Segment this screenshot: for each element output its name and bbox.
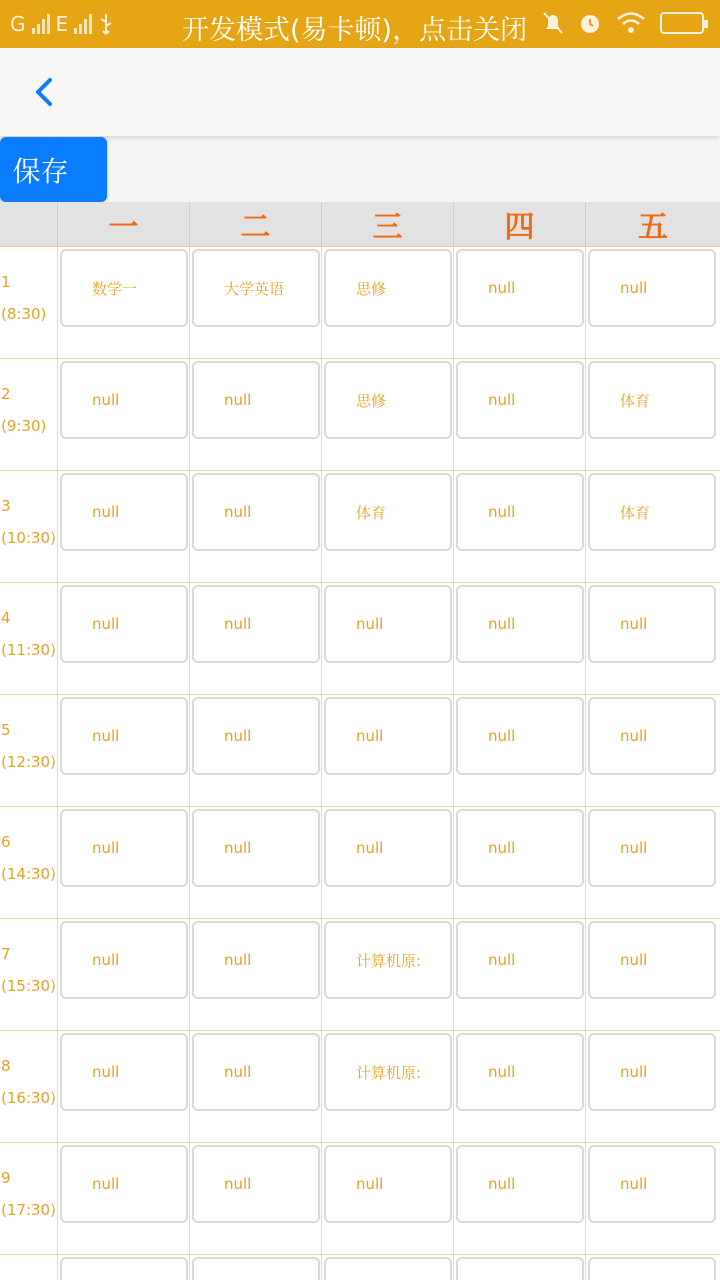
course-button[interactable]: 计算机原:	[324, 921, 452, 999]
period-label	[0, 471, 58, 583]
course-button[interactable]: null	[588, 697, 716, 775]
course-button[interactable]	[588, 1257, 716, 1280]
course-button[interactable]: null	[588, 1033, 716, 1111]
status-right	[542, 11, 704, 35]
course-cell	[190, 583, 322, 695]
course-cell	[58, 1031, 190, 1143]
course-cell	[322, 807, 454, 919]
course-button[interactable]: null	[456, 1145, 584, 1223]
period-label	[0, 1143, 58, 1255]
course-button[interactable]: 数学一	[60, 249, 188, 327]
timetable-grid	[0, 202, 720, 1280]
course-cell	[190, 807, 322, 919]
course-cell	[322, 247, 454, 359]
course-button[interactable]: null	[324, 697, 452, 775]
period-index: 8	[1, 1057, 11, 1075]
period-label	[0, 583, 58, 695]
course-button[interactable]: null	[60, 697, 188, 775]
course-cell	[454, 1255, 586, 1280]
course-cell	[586, 471, 720, 583]
period-index: 1	[1, 273, 11, 291]
course-button[interactable]: null	[324, 585, 452, 663]
course-cell	[454, 1143, 586, 1255]
header-corner	[0, 202, 58, 247]
signal-icon	[32, 14, 50, 34]
day-header-1: 一	[58, 202, 190, 247]
course-cell	[586, 807, 720, 919]
course-button[interactable]: null	[192, 585, 320, 663]
alarm-muted-icon	[542, 11, 564, 35]
course-button[interactable]: 体育	[324, 473, 452, 551]
status-bar	[0, 0, 720, 48]
course-button[interactable]: 大学英语	[192, 249, 320, 327]
status-left	[10, 12, 114, 36]
course-button[interactable]	[324, 1257, 452, 1280]
course-cell	[322, 471, 454, 583]
alarm-clock-icon	[578, 11, 602, 35]
course-button[interactable]: null	[60, 361, 188, 439]
course-cell	[586, 247, 720, 359]
course-button[interactable]: null	[60, 585, 188, 663]
nav-bar	[0, 48, 720, 136]
course-button[interactable]: 体育	[588, 473, 716, 551]
course-cell	[586, 1255, 720, 1280]
period-time: (17:30)	[1, 1201, 56, 1219]
course-cell	[454, 583, 586, 695]
course-button[interactable]: null	[192, 921, 320, 999]
course-cell	[190, 471, 322, 583]
course-button[interactable]: null	[588, 921, 716, 999]
course-cell	[58, 247, 190, 359]
course-button[interactable]: null	[324, 1145, 452, 1223]
course-button[interactable]: null	[588, 249, 716, 327]
course-cell	[190, 695, 322, 807]
course-button[interactable]: 体育	[588, 361, 716, 439]
usb-icon	[98, 12, 114, 36]
course-cell	[322, 583, 454, 695]
period-index: 5	[1, 721, 11, 739]
period-label	[0, 807, 58, 919]
course-button[interactable]: null	[192, 1145, 320, 1223]
save-button[interactable]: 保存	[0, 137, 107, 202]
period-index: 6	[1, 833, 11, 851]
chevron-left-icon[interactable]	[24, 70, 68, 114]
battery-icon	[660, 12, 704, 34]
course-cell	[454, 807, 586, 919]
course-button[interactable]: null	[456, 249, 584, 327]
course-button[interactable]	[60, 1257, 188, 1280]
period-label	[0, 695, 58, 807]
day-header-3: 三	[322, 202, 454, 247]
period-time: (14:30)	[1, 865, 56, 883]
period-index: 2	[1, 385, 11, 403]
course-button[interactable]: null	[60, 809, 188, 887]
course-cell	[586, 919, 720, 1031]
period-time: (10:30)	[1, 529, 56, 547]
course-button[interactable]	[456, 1257, 584, 1280]
course-button[interactable]: null	[60, 921, 188, 999]
course-button[interactable]: null	[192, 1033, 320, 1111]
timetable	[0, 202, 720, 1280]
period-label	[0, 919, 58, 1031]
carrier-label-2: E	[55, 12, 69, 36]
course-cell	[322, 1031, 454, 1143]
period-time: (9:30)	[1, 417, 47, 435]
course-cell	[454, 1031, 586, 1143]
course-button[interactable]: null	[192, 473, 320, 551]
course-cell	[190, 1255, 322, 1280]
course-button[interactable]	[192, 1257, 320, 1280]
course-cell	[58, 1255, 190, 1280]
course-button[interactable]: 计算机原:	[324, 1033, 452, 1111]
course-cell	[58, 471, 190, 583]
course-button[interactable]: 思修	[324, 361, 452, 439]
period-index: 3	[1, 497, 11, 515]
course-button[interactable]: null	[588, 585, 716, 663]
period-time: (8:30)	[1, 305, 47, 323]
course-cell	[58, 583, 190, 695]
course-cell	[190, 1143, 322, 1255]
course-button[interactable]: null	[456, 361, 584, 439]
course-cell	[454, 695, 586, 807]
course-button[interactable]: null	[456, 585, 584, 663]
course-cell	[454, 471, 586, 583]
course-cell	[322, 359, 454, 471]
day-header-4: 四	[454, 202, 586, 247]
course-button[interactable]: 思修	[324, 249, 452, 327]
course-cell	[322, 1143, 454, 1255]
course-button[interactable]: null	[588, 1145, 716, 1223]
period-time: (11:30)	[1, 641, 56, 659]
course-button[interactable]: null	[60, 1033, 188, 1111]
period-label	[0, 1255, 58, 1280]
course-cell	[322, 919, 454, 1031]
course-cell	[58, 695, 190, 807]
course-cell	[322, 695, 454, 807]
course-button[interactable]: null	[588, 809, 716, 887]
period-index: 9	[1, 1169, 11, 1187]
day-header-5: 五	[586, 202, 720, 247]
course-cell	[586, 359, 720, 471]
course-cell	[58, 359, 190, 471]
course-button[interactable]: null	[456, 473, 584, 551]
period-label	[0, 247, 58, 359]
course-cell	[190, 247, 322, 359]
course-button[interactable]: null	[60, 473, 188, 551]
course-cell	[586, 695, 720, 807]
period-index: 7	[1, 945, 11, 963]
course-button[interactable]: null	[456, 921, 584, 999]
period-label	[0, 359, 58, 471]
course-cell	[58, 919, 190, 1031]
course-cell	[586, 1031, 720, 1143]
period-time: (15:30)	[1, 977, 56, 995]
course-cell	[58, 807, 190, 919]
period-index: 4	[1, 609, 11, 627]
signal-icon-2	[74, 14, 92, 34]
day-header-2: 二	[190, 202, 322, 247]
status-bar-title[interactable]: 开发模式(易卡顿)，点击关闭	[182, 15, 528, 46]
wifi-icon	[616, 11, 646, 35]
period-time: (16:30)	[1, 1089, 56, 1107]
course-cell	[190, 919, 322, 1031]
course-button[interactable]: null	[456, 1033, 584, 1111]
course-cell	[58, 1143, 190, 1255]
course-cell	[454, 919, 586, 1031]
course-button[interactable]: null	[456, 809, 584, 887]
course-cell	[454, 359, 586, 471]
period-time: (12:30)	[1, 753, 56, 771]
course-button[interactable]: null	[192, 697, 320, 775]
course-cell	[454, 247, 586, 359]
course-button[interactable]: null	[60, 1145, 188, 1223]
period-label	[0, 1031, 58, 1143]
course-button[interactable]: null	[192, 361, 320, 439]
course-button[interactable]: null	[324, 809, 452, 887]
course-cell	[190, 359, 322, 471]
course-button[interactable]: null	[456, 697, 584, 775]
course-cell	[322, 1255, 454, 1280]
course-cell	[586, 583, 720, 695]
course-button[interactable]: null	[192, 809, 320, 887]
course-cell	[190, 1031, 322, 1143]
course-cell	[586, 1143, 720, 1255]
carrier-label-1: G	[10, 12, 26, 36]
